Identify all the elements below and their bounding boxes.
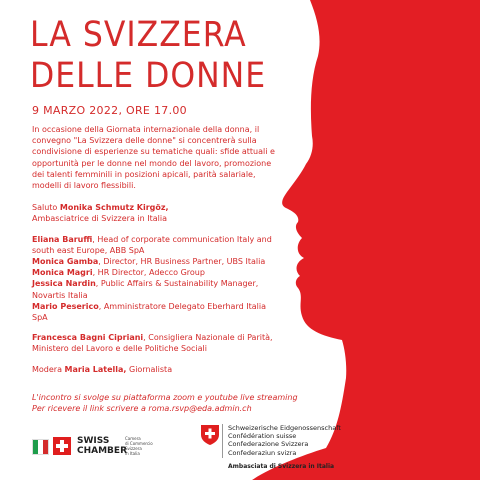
registration-note: Per ricevere il link scrivere a roma.rsvp@eda.admin.ch: [32, 404, 252, 413]
intro-paragraph: In occasione della Giornata internazionale della donna, il convegno "La Svizzera delle donne" si concentrerà sulla condivisione di esperienze su tematiche quali: sfide attuali e opportunità per le donne nel mondo del lavoro, promozione dei talenti femminili in posizioni apicali, parità salariale, modelli di lavoro flessibili.: [32, 125, 275, 191]
moderator-prefix: Modera: [32, 364, 62, 374]
speaker-item: [32, 234, 284, 256]
speaker-item: [32, 267, 284, 278]
swiss-coat-of-arms-icon: [200, 424, 220, 446]
speaker-item: [32, 301, 284, 323]
speaker-role: , Amministratore Delegato Eberhard Italia SpA: [32, 301, 266, 323]
moderator-name: Maria Latella,: [64, 364, 127, 374]
swiss-chamber-logo: SWISS CHAMBER: [77, 436, 127, 456]
embassy-name: Ambasciata di Svizzera in Italia: [228, 463, 335, 470]
speaker-name: Eliana Baruffi: [32, 234, 93, 244]
guest-name: Francesca Bagni Cipriani: [32, 333, 144, 343]
moderator: [32, 364, 284, 375]
confederation-names: Schweizerische Eidgenossenschaft Confédération suisse Confederazione Svizzera Confederaziun svizra: [228, 424, 341, 457]
speaker-item: [32, 256, 284, 267]
event-notes: [32, 392, 298, 414]
italy-flag-icon: [32, 439, 49, 455]
event-content: [32, 124, 284, 384]
speaker-name: Jessica Nardin: [32, 279, 96, 289]
greeting: [32, 202, 284, 224]
page-title-line-1: LA SVIZZERA: [30, 15, 247, 55]
guest-speaker: [32, 332, 284, 354]
speaker-role: , Public Affairs & Sustainability Manager, Novartis Italia: [32, 279, 259, 300]
speaker-item: [32, 278, 284, 300]
moderator-role: Giornalista: [129, 364, 173, 374]
speakers-list: [32, 234, 284, 324]
event-date: 9 MARZO 2022, ORE 17.00: [32, 104, 187, 117]
camera-commercio-text: Camera di Commercio Svizzera in Italia: [125, 436, 153, 456]
swiss-flag-icon: [53, 437, 71, 455]
guest-role: , Consigliera Nazionale di Parità, Ministero del Lavoro e delle Politiche Sociali: [32, 333, 273, 354]
logo-divider: [222, 424, 223, 458]
speaker-role: , Director, HR Business Partner, UBS Italia: [98, 257, 266, 267]
speaker-name: Monica Gamba: [32, 257, 99, 267]
speaker-role: , Head of corporate communication Italy and south east Europe, ABB SpA: [32, 234, 272, 255]
speaker-role: , HR Director, Adecco Group: [92, 268, 205, 278]
greeting-name: Monika Schmutz Kirgöz,: [59, 203, 169, 213]
greeting-prefix: Saluto: [32, 203, 58, 213]
page-title-line-2: DELLE DONNE: [30, 56, 267, 96]
streaming-note: L'incontro si svolge su piattaforma zoom e youtube live streaming: [32, 393, 298, 402]
greeting-role: Ambasciatrice di Svizzera in Italia: [32, 214, 167, 224]
speaker-name: Monica Magri: [32, 268, 93, 278]
speaker-name: Mario Peserico: [32, 301, 99, 311]
